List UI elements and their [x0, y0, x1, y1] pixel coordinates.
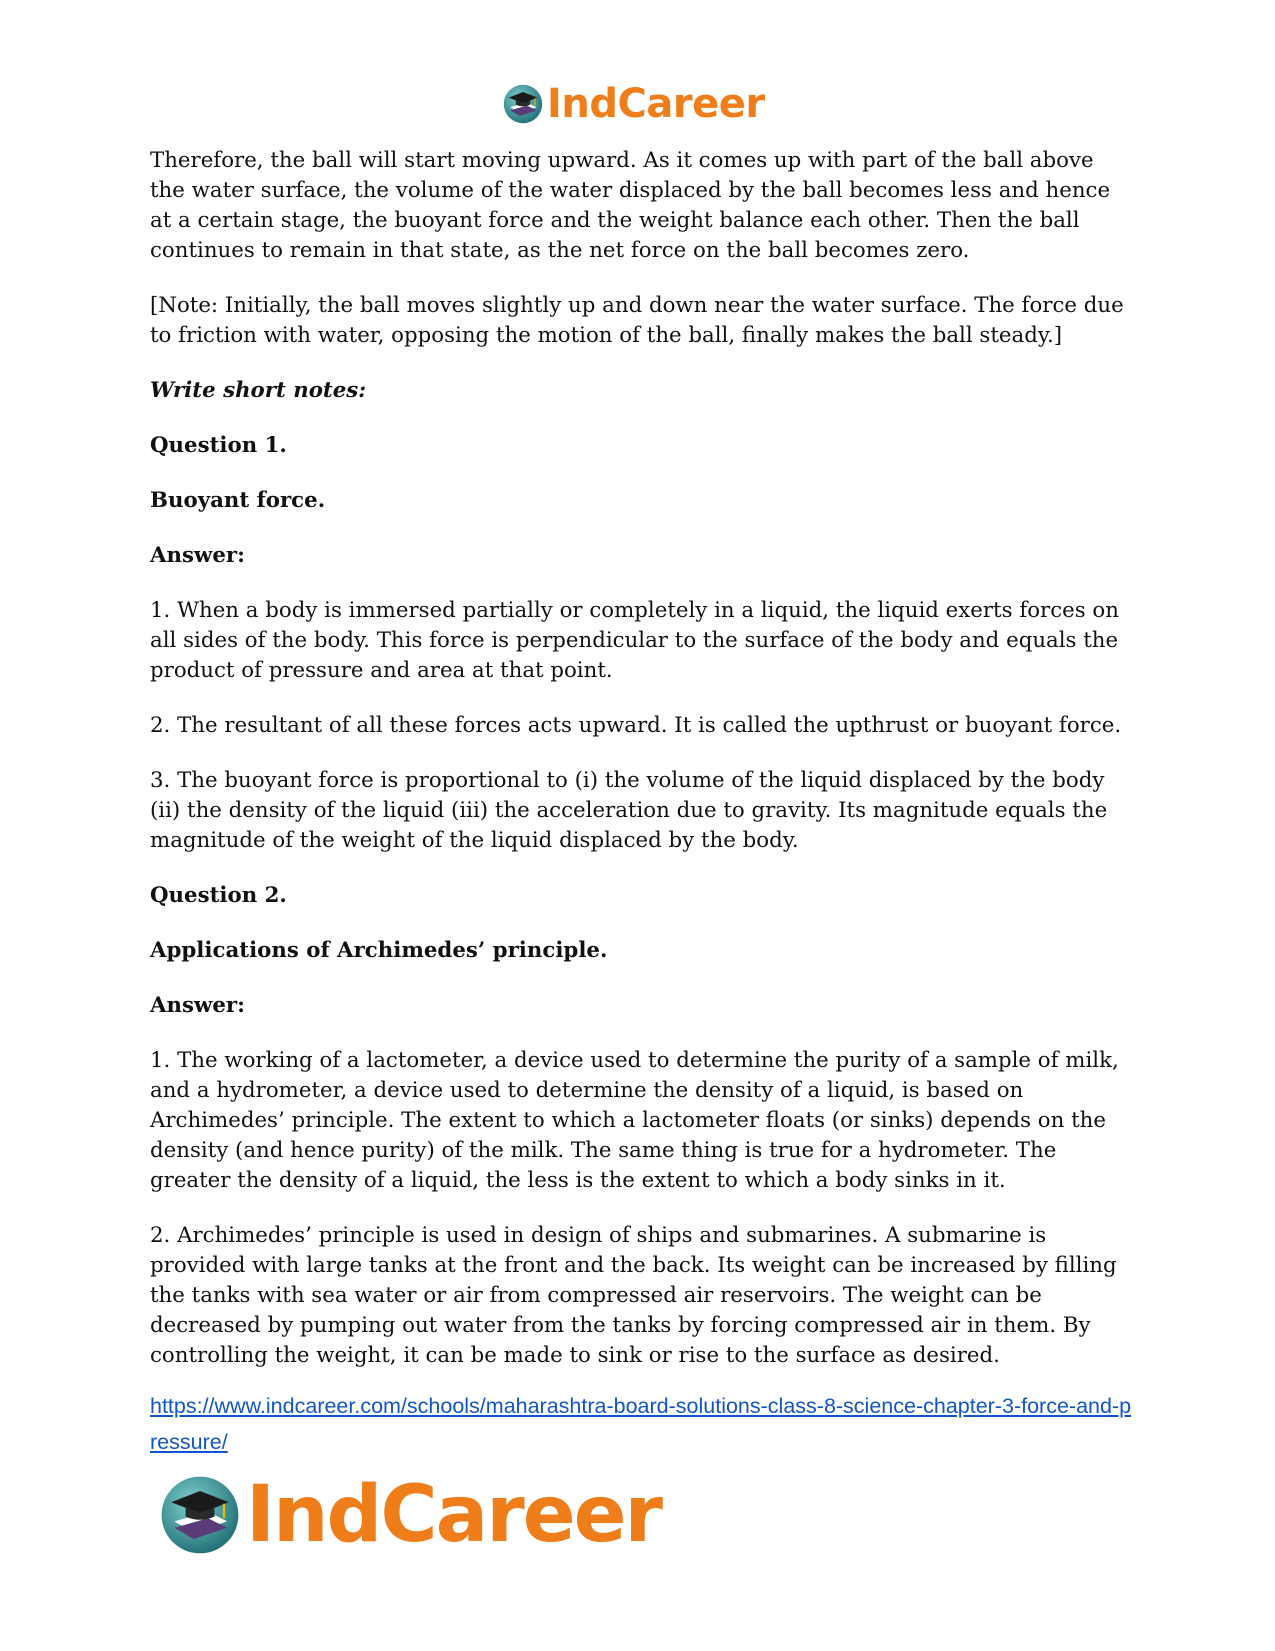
footer-logo-text: IndCareer: [246, 1470, 661, 1560]
answer-label: Answer:: [150, 543, 245, 568]
answer-label: Answer:: [150, 993, 245, 1018]
paragraph: Therefore, the ball will start moving upward. As it comes up with part of the ball above the water surface, the volume of the water displaced by the ball becomes less and hence at a certain stage, the buoyant force and the weight balance each other. Then the ball continues to remain in that state, as the net force on the ball becomes zero.: [150, 148, 1111, 263]
graduation-cap-book-icon: [160, 1475, 240, 1555]
answer-point: 2. The resultant of all these forces acts upward. It is called the upthrust or buoyant force.: [150, 713, 1122, 738]
header-logo: [503, 80, 765, 128]
question-heading: Question 2.: [150, 883, 287, 908]
header-logo-text: IndCareer: [547, 81, 765, 127]
answer-point: 1. When a body is immersed partially or completely in a liquid, the liquid exerts forces on all sides of the body. This force is perpendicular to the surface of the body and equals the product of pressure and area at that point.: [150, 598, 1119, 683]
document-body: [150, 146, 1135, 1396]
source-link[interactable]: https://www.indcareer.com/schools/maharashtra-board-solutions-class-8-science-chapter-3-force-and-pressure/: [150, 1394, 1132, 1454]
question-title: Applications of Archimedes’ principle.: [150, 938, 608, 963]
section-heading: Write short notes:: [150, 378, 367, 403]
note-paragraph: [Note: Initially, the ball moves slightly up and down near the water surface. The force due to friction with water, opposing the motion of the ball, finally makes the ball steady.]: [150, 293, 1124, 348]
answer-point: 1. The working of a lactometer, a device used to determine the purity of a sample of milk, and a hydrometer, a device used to determine the density of a liquid, is based on Archimedes’ principle. The extent to which a lactometer floats (or sinks) depends on the density (and hence purity) of the milk. The same thing is true for a hydrometer. The greater the density of a liquid, the less is the extent to which a body sinks in it.: [150, 1048, 1119, 1193]
graduation-cap-book-icon: [503, 84, 543, 124]
question-heading: Question 1.: [150, 433, 287, 458]
footer-logo: [160, 1470, 661, 1560]
answer-point: 2. Archimedes’ principle is used in design of ships and submarines. A submarine is provided with large tanks at the front and the back. Its weight can be increased by filling the tanks with sea water or air from compressed air reservoirs. The weight can be decreased by pumping out water from the tanks by forcing compressed air in them. By controlling the weight, it can be made to sink or rise to the surface as desired.: [150, 1223, 1117, 1368]
question-title: Buoyant force.: [150, 488, 326, 513]
answer-point: 3. The buoyant force is proportional to (i) the volume of the liquid displaced by the body (ii) the density of the liquid (iii) the acceleration due to gravity. Its magnitude equals the magnitude of the weight of the liquid displaced by the body.: [150, 768, 1108, 853]
